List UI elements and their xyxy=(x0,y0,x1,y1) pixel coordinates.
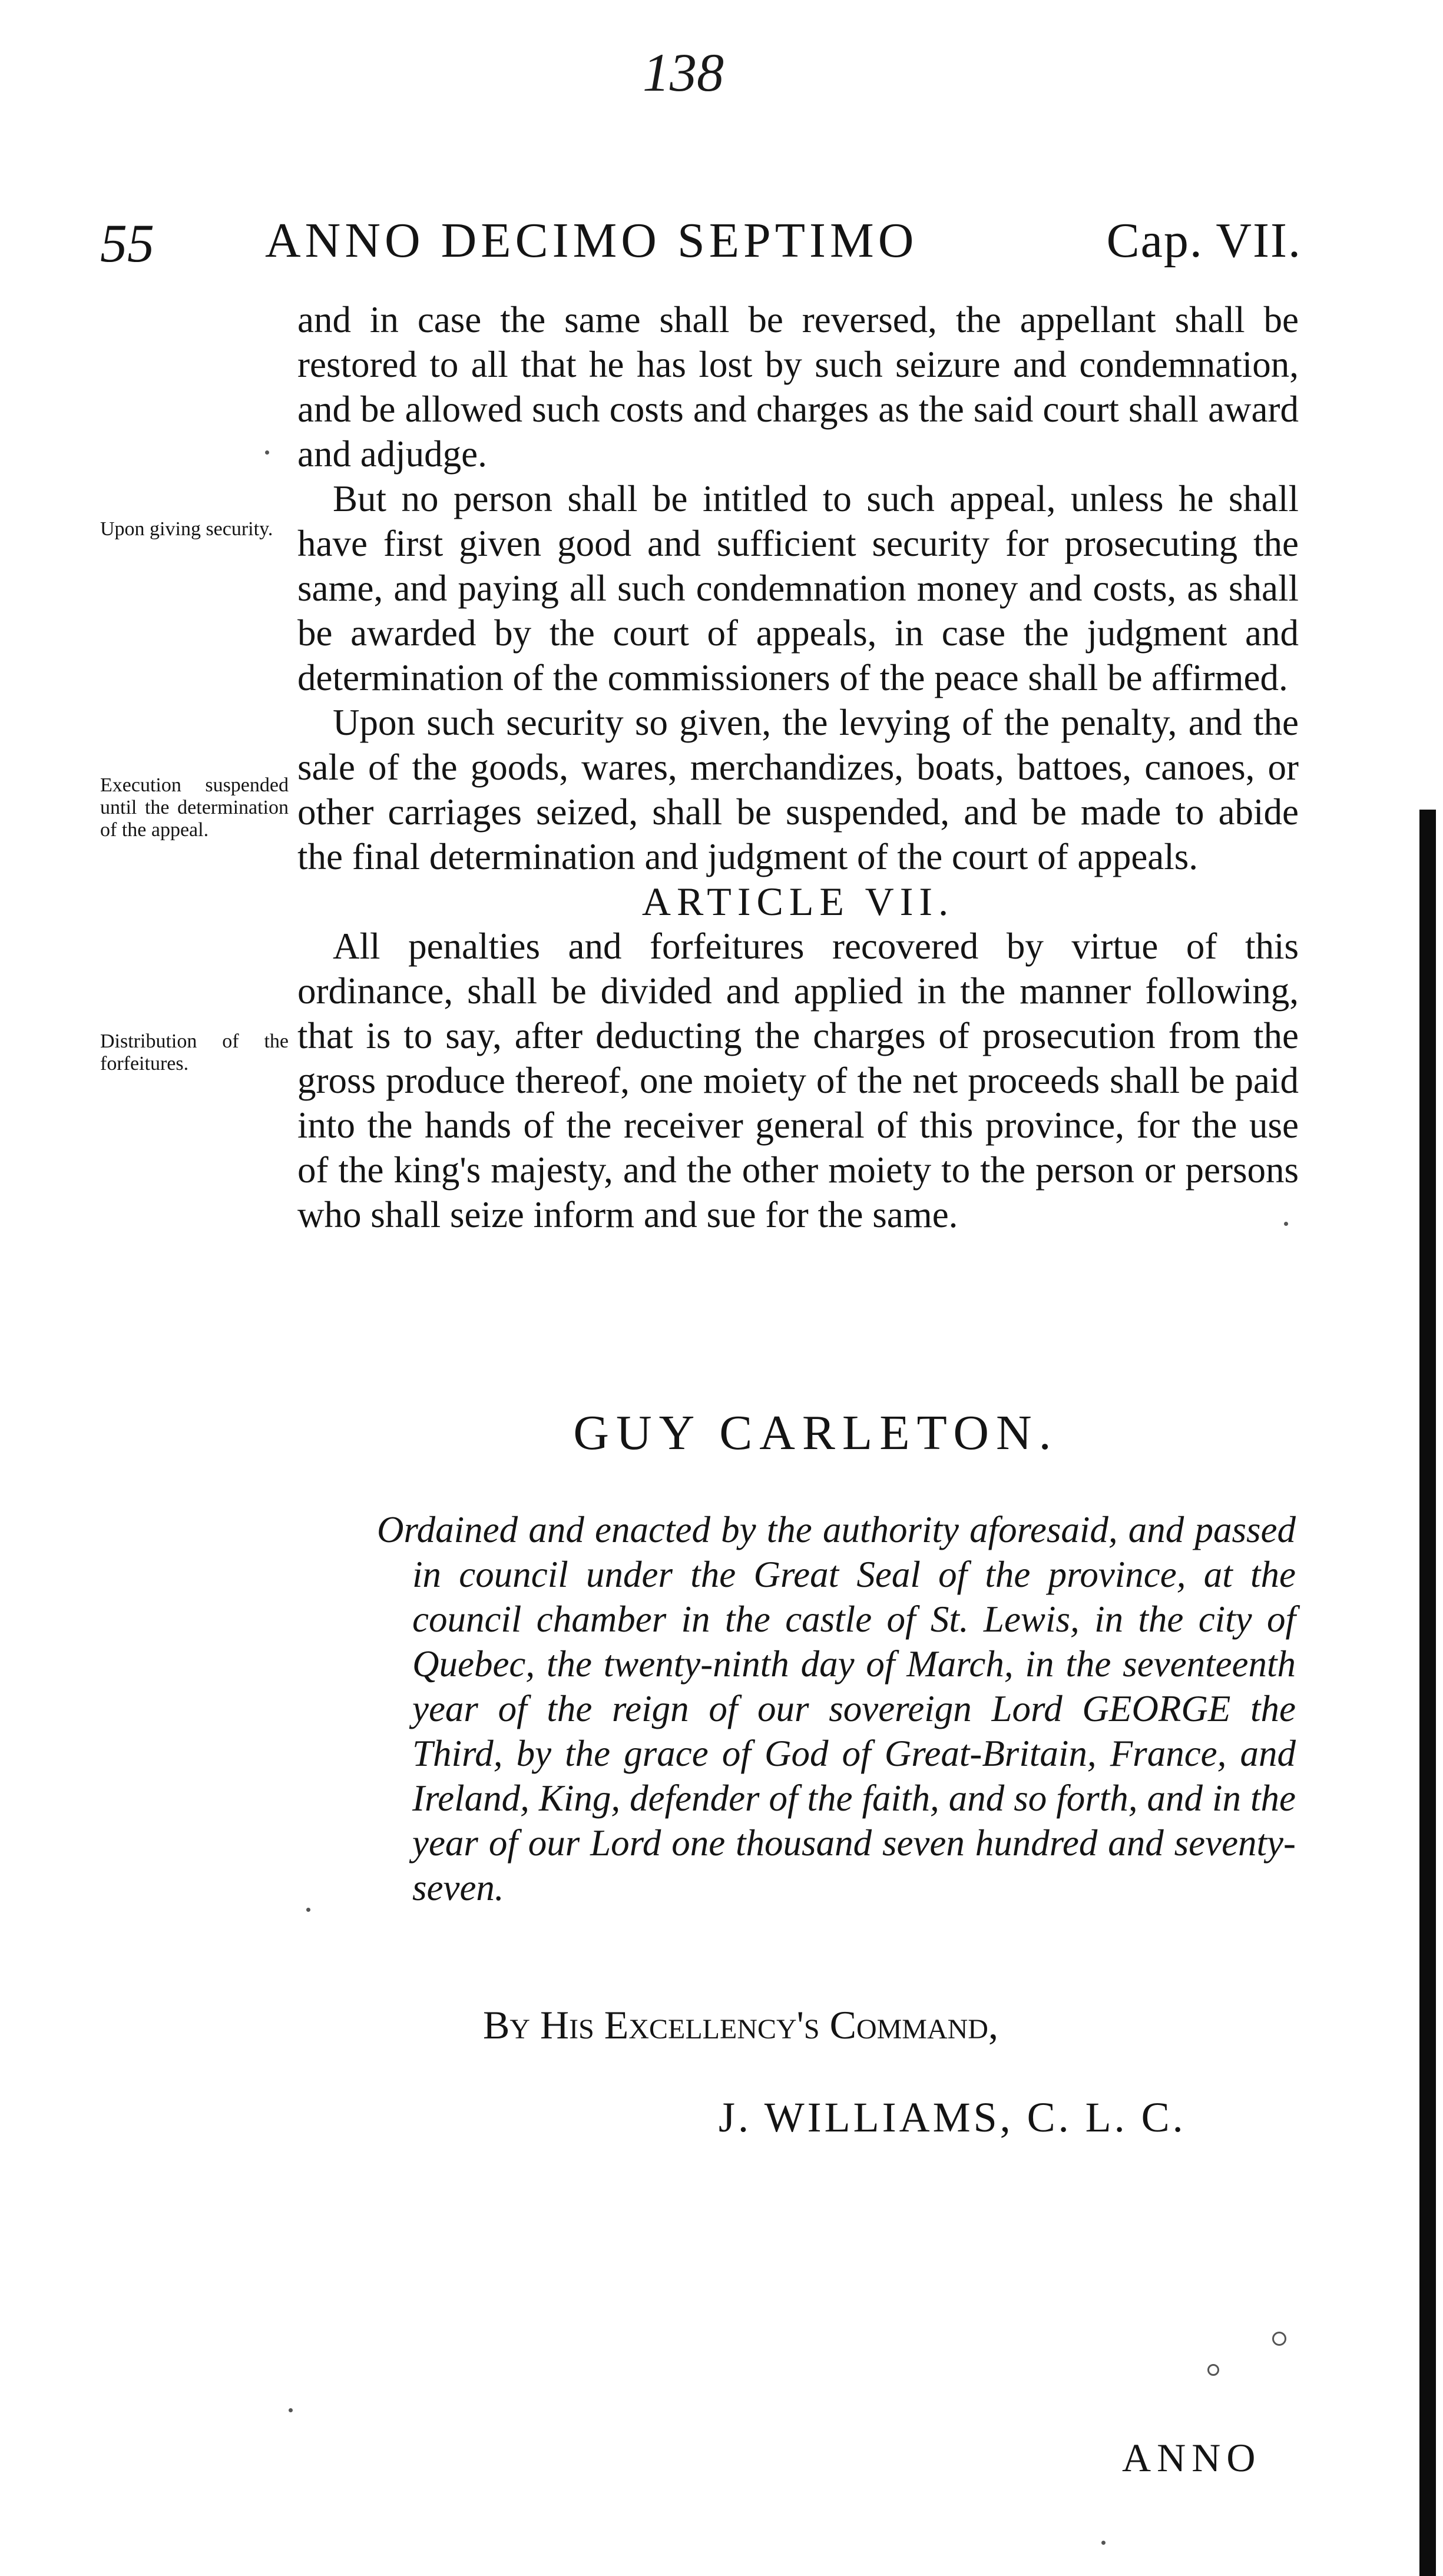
page-number: 55 xyxy=(100,213,154,273)
paragraph-distribution: All penalties and forfeitures recovered by virtue of this ordinance, shall be divided and applied in the manner following, that is to say, after deducting the charges of prosecution from the gross produce thereof, one moiety of the net proceeds shall be paid into the hands of the receiver general of this province, for the use of the king's majesty, and the other moiety to the person or persons who shall seize inform and sue for the same. xyxy=(297,926,1299,1235)
paragraph-security: But no person shall be intitled to such appeal, unless he shall have first given good and sufficient security for prosecuting the same, and paying all such condemnation money and costs, as shall be awarded by the court of appeals, in case the judgment and determination of the commissioners of the peace shall be affirmed. xyxy=(297,478,1299,698)
governor-signature: GUY CARLETON. xyxy=(573,1405,1058,1460)
catchword: ANNO xyxy=(1122,2435,1262,2480)
scan-edge-bar xyxy=(1419,810,1436,2576)
margin-note-security: Upon giving security. xyxy=(100,518,273,540)
paper-speck xyxy=(1101,2541,1106,2545)
margin-note-execution-suspended: Execution suspended until the determination of the appeal. xyxy=(100,774,289,841)
paper-speck xyxy=(306,1908,310,1912)
paragraph-reversal: and in case the same shall be reversed, the appellant shall be restored to all that he has lost by such seizure and condemnation, and be allowed such costs and charges as the said court shall award and adjudge. xyxy=(297,299,1299,475)
paragraph-suspension: Upon such security so given, the levying of the penalty, and the sale of the goods, wares, merchandizes, boats, battoes, canoes, or other carriages seized, shall be suspended, and be made to abide the final determination and judgment of the court of appeals. xyxy=(297,702,1299,877)
running-title: ANNO DECIMO SEPTIMO xyxy=(265,213,918,268)
chapter-label: Cap. VII. xyxy=(1106,213,1302,268)
running-head xyxy=(100,212,1302,277)
article-heading: ARTICLE VII. xyxy=(641,879,955,924)
paper-speck xyxy=(1207,2364,1219,2376)
paper-speck xyxy=(1284,1222,1288,1226)
paper-speck xyxy=(1272,2332,1286,2346)
paper-speck xyxy=(289,2408,293,2412)
margin-note-distribution: Distribution of the forfeitures. xyxy=(100,1030,289,1075)
secretary-signature: J. WILLIAMS, C. L. C. xyxy=(719,2094,1186,2141)
body-text xyxy=(297,297,1299,1237)
enactment-clause: Ordained and enacted by the authority aforesaid, and passed in council under the Great Seal of the province, at the council chamber in the castle of St. Lewis, in the city of Quebec, the twenty-ninth day of March, in the seventeenth year of the reign of our sovereign Lord GEORGE the Third, by the grace of God of Great-Britain, France, and Ireland, King, defender of the faith, and so forth, and in the year of our Lord one thousand seven hundred and seventy-seven. xyxy=(377,1509,1296,1908)
folio-number: 138 xyxy=(643,42,724,102)
paper-speck xyxy=(265,450,269,455)
command-line: By His Excellency's Command, xyxy=(483,2003,998,2047)
